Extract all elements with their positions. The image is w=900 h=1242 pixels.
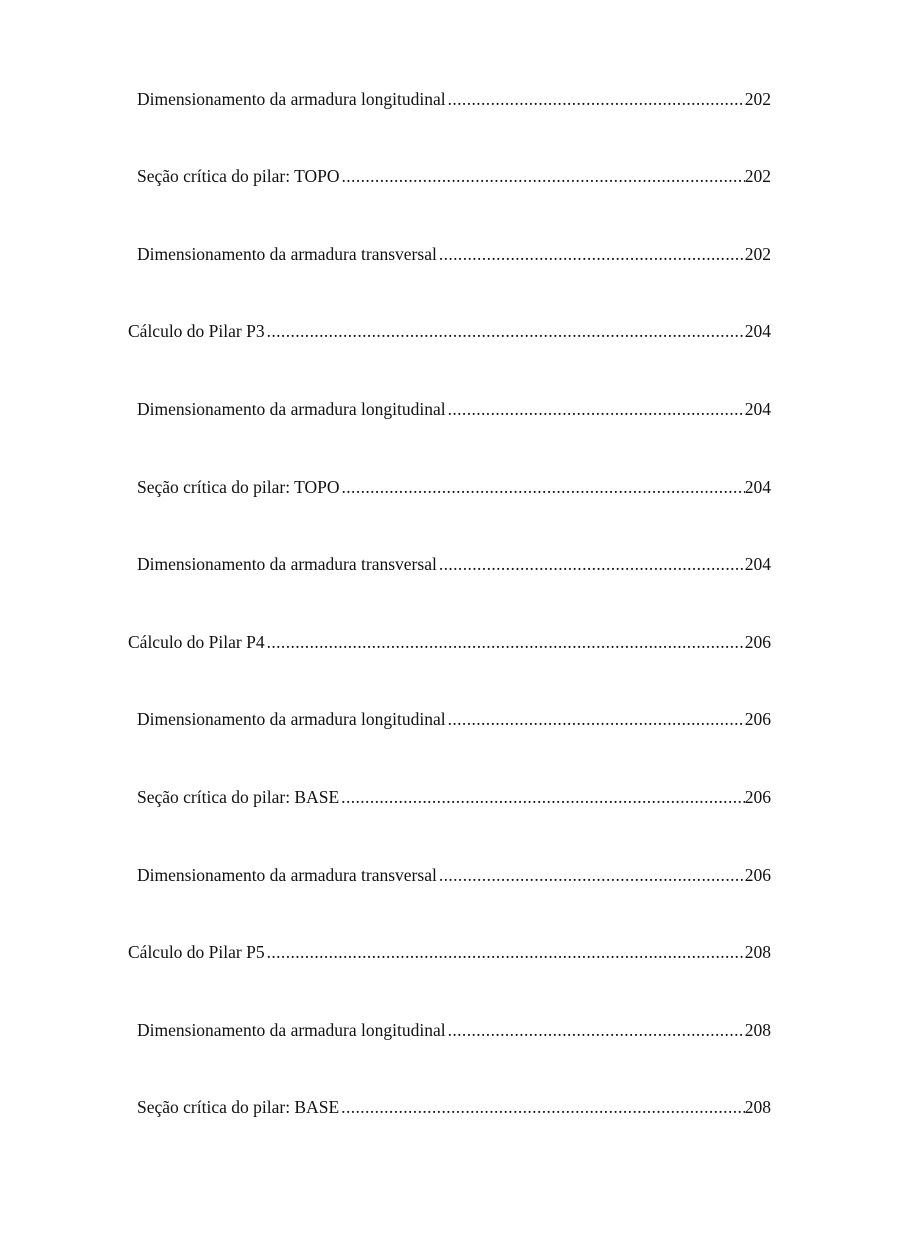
toc-entry-page-number: 204 [744,399,771,419]
toc-entry-title: Dimensionamento da armadura transversal [137,244,437,264]
toc-entry-page-number: 202 [744,89,771,109]
toc-entry-page-number: 204 [744,477,771,497]
toc-dot-leader [267,632,745,652]
toc-entry-page-number: 202 [744,166,771,186]
toc-entry[interactable] [137,861,771,885]
toc-dot-leader [448,89,745,109]
toc-entry-title: Cálculo do Pilar P4 [128,632,265,652]
toc-entry-title: Seção crítica do pilar: TOPO [137,166,340,186]
toc-dot-leader [439,554,745,574]
toc-entry-title: Dimensionamento da armadura longitudinal [137,1020,446,1040]
toc-dot-leader [439,244,745,264]
toc-dot-leader [341,787,745,807]
toc-dot-leader [267,321,745,341]
toc-dot-leader [341,1097,745,1117]
toc-entry[interactable] [137,1016,771,1040]
toc-dot-leader [342,166,745,186]
toc-entry-page-number: 206 [744,632,771,652]
toc-entry[interactable] [137,162,771,186]
toc-dot-leader [448,1020,745,1040]
toc-entry[interactable] [128,628,771,652]
toc-entry[interactable] [137,395,771,419]
toc-entry-title: Cálculo do Pilar P3 [128,321,265,341]
toc-entry-page-number: 208 [744,942,771,962]
toc-dot-leader [448,709,745,729]
toc-entry-title: Cálculo do Pilar P5 [128,942,265,962]
toc-entry[interactable] [137,705,771,729]
toc-entry[interactable] [137,85,771,109]
toc-entry-title: Dimensionamento da armadura longitudinal [137,709,446,729]
toc-entry-title: Dimensionamento da armadura transversal [137,554,437,574]
toc-entry-page-number: 204 [744,321,771,341]
toc-dot-leader [439,865,745,885]
toc-dot-leader [448,399,745,419]
toc-entry-title: Dimensionamento da armadura transversal [137,865,437,885]
toc-entry-title: Dimensionamento da armadura longitudinal [137,399,446,419]
toc-entry-page-number: 206 [744,709,771,729]
toc-entry-title: Seção crítica do pilar: TOPO [137,477,340,497]
toc-dot-leader [267,942,745,962]
toc-entry[interactable] [137,1093,771,1117]
toc-entry[interactable] [137,240,771,264]
toc-entry[interactable] [128,938,771,962]
toc-entry[interactable] [137,550,771,574]
toc-dot-leader [342,477,745,497]
toc-entry-page-number: 208 [744,1020,771,1040]
toc-entry-page-number: 208 [744,1097,771,1117]
toc-entry-page-number: 204 [744,554,771,574]
toc-entry-title: Dimensionamento da armadura longitudinal [137,89,446,109]
toc-entry[interactable] [137,783,771,807]
toc-entry-title: Seção crítica do pilar: BASE [137,787,340,807]
toc-entry[interactable] [128,317,771,341]
toc-entry[interactable] [137,473,771,497]
toc-entry-page-number: 206 [744,787,771,807]
toc-entry-page-number: 206 [744,865,771,885]
toc-entry-page-number: 202 [744,244,771,264]
toc-entry-title: Seção crítica do pilar: BASE [137,1097,340,1117]
